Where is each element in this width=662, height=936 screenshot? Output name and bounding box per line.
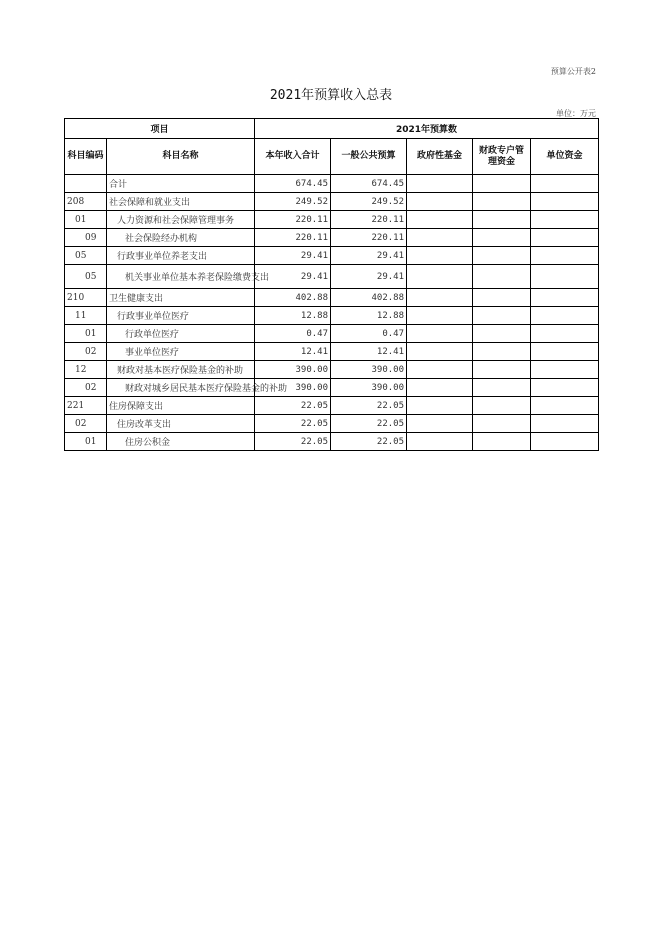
total-cell: 12.88 <box>255 307 331 325</box>
unit-fund-cell <box>531 193 599 211</box>
general-cell: 12.88 <box>331 307 407 325</box>
name-cell: 卫生健康支出 <box>107 289 255 307</box>
general-cell: 220.11 <box>331 229 407 247</box>
header-total: 本年收入合计 <box>255 139 331 175</box>
header-general: 一般公共预算 <box>331 139 407 175</box>
code-cell: 11 <box>65 307 107 325</box>
gov-fund-cell <box>407 415 473 433</box>
unit-label: 单位：万元 <box>556 109 596 118</box>
document-tag: 预算公开表2 <box>550 67 596 76</box>
total-cell: 402.88 <box>255 289 331 307</box>
unit-fund-cell <box>531 343 599 361</box>
code-cell: 02 <box>65 379 107 397</box>
general-cell: 390.00 <box>331 361 407 379</box>
unit-fund-cell <box>531 415 599 433</box>
table-row <box>65 289 599 307</box>
code-cell: 210 <box>65 289 107 307</box>
table-row <box>65 415 599 433</box>
gov-fund-cell <box>407 325 473 343</box>
table-row <box>65 175 599 193</box>
table-row <box>65 247 599 265</box>
name-cell: 住房公积金 <box>107 433 255 451</box>
unit-fund-cell <box>531 325 599 343</box>
table-row <box>65 343 599 361</box>
gov-fund-cell <box>407 379 473 397</box>
total-cell: 249.52 <box>255 193 331 211</box>
name-cell: 人力资源和社会保障管理事务 <box>107 211 255 229</box>
table-row <box>65 379 599 397</box>
table-row <box>65 397 599 415</box>
gov-fund-cell <box>407 307 473 325</box>
name-cell: 行政事业单位医疗 <box>107 307 255 325</box>
general-cell: 674.45 <box>331 175 407 193</box>
gov-fund-cell <box>407 433 473 451</box>
special-cell <box>473 175 531 193</box>
page-title: 2021年预算收入总表 <box>269 88 393 103</box>
gov-fund-cell <box>407 229 473 247</box>
gov-fund-cell <box>407 175 473 193</box>
unit-fund-cell <box>531 175 599 193</box>
name-cell: 住房保障支出 <box>107 397 255 415</box>
unit-fund-cell <box>531 379 599 397</box>
name-cell: 社会保障和就业支出 <box>107 193 255 211</box>
special-cell <box>473 265 531 289</box>
total-cell: 12.41 <box>255 343 331 361</box>
code-cell: 02 <box>65 415 107 433</box>
total-cell: 390.00 <box>255 379 331 397</box>
header-code: 科目编码 <box>65 139 107 175</box>
name-cell: 行政单位医疗 <box>107 325 255 343</box>
general-cell: 249.52 <box>331 193 407 211</box>
unit-fund-cell <box>531 229 599 247</box>
special-cell <box>473 229 531 247</box>
general-cell: 22.05 <box>331 433 407 451</box>
gov-fund-cell <box>407 343 473 361</box>
name-cell: 财政对城乡居民基本医疗保险基金的补助 <box>107 379 255 397</box>
special-cell <box>473 361 531 379</box>
name-cell: 合计 <box>107 175 255 193</box>
total-cell: 390.00 <box>255 361 331 379</box>
code-cell: 01 <box>65 211 107 229</box>
gov-fund-cell <box>407 211 473 229</box>
code-cell <box>65 175 107 193</box>
unit-fund-cell <box>531 289 599 307</box>
general-cell: 29.41 <box>331 247 407 265</box>
table-row <box>65 433 599 451</box>
special-cell <box>473 307 531 325</box>
general-cell: 220.11 <box>331 211 407 229</box>
header-budget-group: 2021年预算数 <box>255 119 599 139</box>
general-cell: 402.88 <box>331 289 407 307</box>
special-cell <box>473 379 531 397</box>
table-row <box>65 193 599 211</box>
code-cell: 01 <box>65 325 107 343</box>
gov-fund-cell <box>407 289 473 307</box>
total-cell: 29.41 <box>255 247 331 265</box>
name-cell: 事业单位医疗 <box>107 343 255 361</box>
code-cell: 05 <box>65 265 107 289</box>
special-cell <box>473 433 531 451</box>
budget-revenue-table <box>64 118 599 451</box>
special-cell <box>473 211 531 229</box>
table-row <box>65 229 599 247</box>
special-cell <box>473 397 531 415</box>
general-cell: 22.05 <box>331 397 407 415</box>
total-cell: 220.11 <box>255 229 331 247</box>
total-cell: 22.05 <box>255 415 331 433</box>
table-row <box>65 307 599 325</box>
special-cell <box>473 343 531 361</box>
total-cell: 0.47 <box>255 325 331 343</box>
general-cell: 390.00 <box>331 379 407 397</box>
unit-fund-cell <box>531 247 599 265</box>
code-cell: 09 <box>65 229 107 247</box>
gov-fund-cell <box>407 193 473 211</box>
general-cell: 29.41 <box>331 265 407 289</box>
table-row <box>65 325 599 343</box>
code-cell: 05 <box>65 247 107 265</box>
unit-fund-cell <box>531 397 599 415</box>
name-cell: 行政事业单位养老支出 <box>107 247 255 265</box>
code-cell: 02 <box>65 343 107 361</box>
gov-fund-cell <box>407 265 473 289</box>
unit-fund-cell <box>531 433 599 451</box>
header-special: 财政专户管理资金 <box>473 139 531 175</box>
header-name: 科目名称 <box>107 139 255 175</box>
gov-fund-cell <box>407 361 473 379</box>
unit-fund-cell <box>531 211 599 229</box>
special-cell <box>473 325 531 343</box>
total-cell: 674.45 <box>255 175 331 193</box>
code-cell: 01 <box>65 433 107 451</box>
total-cell: 220.11 <box>255 211 331 229</box>
unit-fund-cell <box>531 307 599 325</box>
total-cell: 22.05 <box>255 433 331 451</box>
gov-fund-cell <box>407 397 473 415</box>
special-cell <box>473 415 531 433</box>
code-cell: 221 <box>65 397 107 415</box>
table-row <box>65 211 599 229</box>
header-gov-fund: 政府性基金 <box>407 139 473 175</box>
gov-fund-cell <box>407 247 473 265</box>
name-cell: 住房改革支出 <box>107 415 255 433</box>
special-cell <box>473 247 531 265</box>
name-cell: 财政对基本医疗保险基金的补助 <box>107 361 255 379</box>
general-cell: 12.41 <box>331 343 407 361</box>
special-cell <box>473 289 531 307</box>
unit-fund-cell <box>531 361 599 379</box>
name-cell: 社会保险经办机构 <box>107 229 255 247</box>
table-row <box>65 361 599 379</box>
code-cell: 208 <box>65 193 107 211</box>
special-cell <box>473 193 531 211</box>
unit-fund-cell <box>531 265 599 289</box>
name-cell: 机关事业单位基本养老保险缴费支出 <box>107 265 255 289</box>
header-unit-fund: 单位资金 <box>531 139 599 175</box>
total-cell: 22.05 <box>255 397 331 415</box>
table-row <box>65 265 599 289</box>
total-cell: 29.41 <box>255 265 331 289</box>
general-cell: 22.05 <box>331 415 407 433</box>
header-item-group: 项目 <box>65 119 255 139</box>
general-cell: 0.47 <box>331 325 407 343</box>
code-cell: 12 <box>65 361 107 379</box>
